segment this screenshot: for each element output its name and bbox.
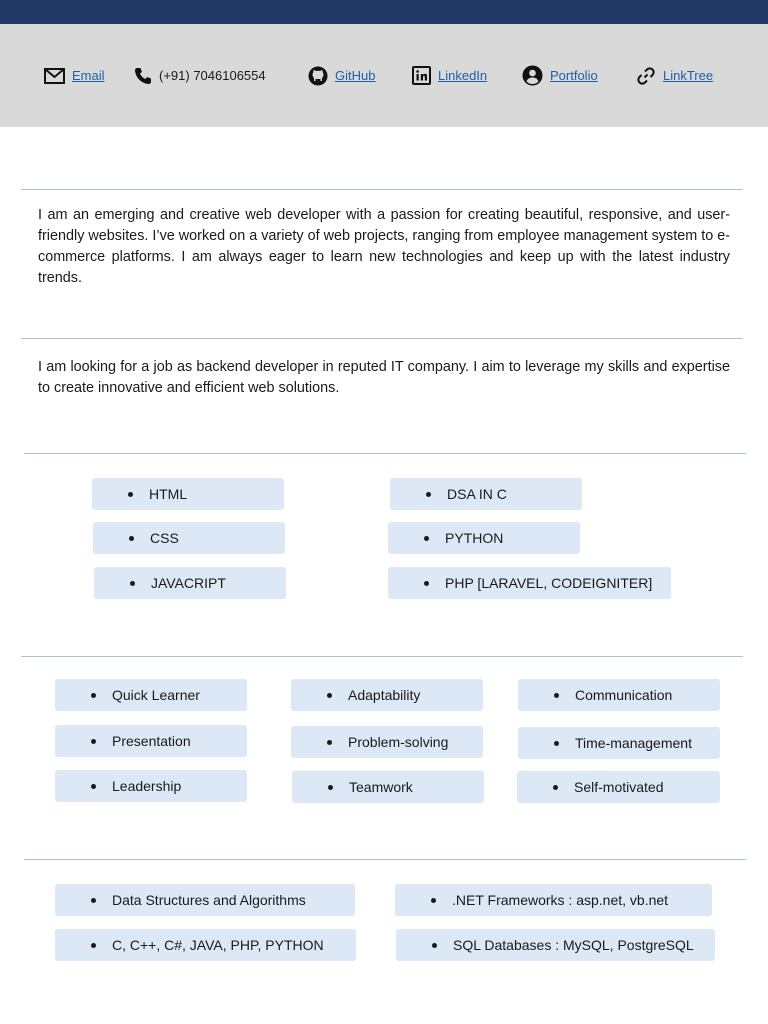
contact-linktree[interactable] [636, 24, 713, 127]
linkedin-link[interactable]: LinkedIn [438, 68, 488, 83]
tech-skill-item: PYTHON [388, 522, 580, 554]
section-divider [24, 453, 746, 454]
soft-skill-item: Self-motivated [517, 771, 720, 803]
soft-skill-item: Problem-solving [291, 726, 483, 758]
github-link[interactable]: GitHub [335, 68, 376, 83]
soft-skill-item: Quick Learner [55, 679, 247, 711]
knowledge-item: C, C++, C#, JAVA, PHP, PYTHON [55, 929, 356, 961]
contact-portfolio[interactable] [522, 24, 598, 127]
objective-text: I am looking for a job as backend developer in reputed IT company. I aim to leverage my skills and expertise to create innovative and efficient web solutions. [38, 359, 730, 396]
phone-icon [134, 67, 152, 85]
contact-linkedin[interactable] [412, 24, 487, 127]
section-divider [21, 189, 743, 190]
github-icon [308, 66, 328, 86]
tech-skill-item: HTML [92, 478, 284, 510]
knowledge-item: Data Structures and Algorithms [55, 884, 355, 916]
contact-phone [134, 24, 266, 127]
contact-bar [0, 24, 768, 127]
tech-skill-item: PHP [LARAVEL, CODEIGNITER] [388, 567, 671, 599]
summary-text: I am an emerging and creative web developer with a passion for creating beautiful, responsive, and user-friendly websites. I’ve worked on a variety of web projects, ranging from employee management system to e-commerce platforms. I am always eager to learn new technologies and keep up with the latest industry trends. [38, 207, 730, 286]
linkedin-icon [412, 66, 431, 85]
phone-number: (+91) 7046106554 [159, 68, 266, 83]
section-divider [21, 338, 743, 339]
tech-skill-item: CSS [93, 522, 285, 554]
user-circle-icon [522, 65, 543, 86]
soft-skill-item: Adaptability [291, 679, 483, 711]
tech-skill-item: JAVACRIPT [94, 567, 286, 599]
header-bar [0, 0, 768, 24]
envelope-icon [44, 68, 65, 84]
link-icon [636, 66, 656, 86]
knowledge-item: .NET Frameworks : asp.net, vb.net [395, 884, 712, 916]
soft-skill-item: Communication [518, 679, 720, 711]
contact-email[interactable] [44, 24, 105, 127]
soft-skill-item: Leadership [55, 770, 247, 802]
knowledge-item: SQL Databases : MySQL, PostgreSQL [396, 929, 715, 961]
soft-skill-item: Presentation [55, 725, 247, 757]
soft-skill-item: Teamwork [292, 771, 484, 803]
section-divider [24, 859, 746, 860]
tech-skill-item: DSA IN C [390, 478, 582, 510]
soft-skill-item: Time-management [518, 727, 720, 759]
contact-github[interactable] [308, 24, 375, 127]
email-link[interactable]: Email [72, 68, 105, 83]
section-divider [21, 656, 743, 657]
portfolio-link[interactable]: Portfolio [550, 68, 598, 83]
linktree-link[interactable]: LinkTree [663, 68, 714, 83]
